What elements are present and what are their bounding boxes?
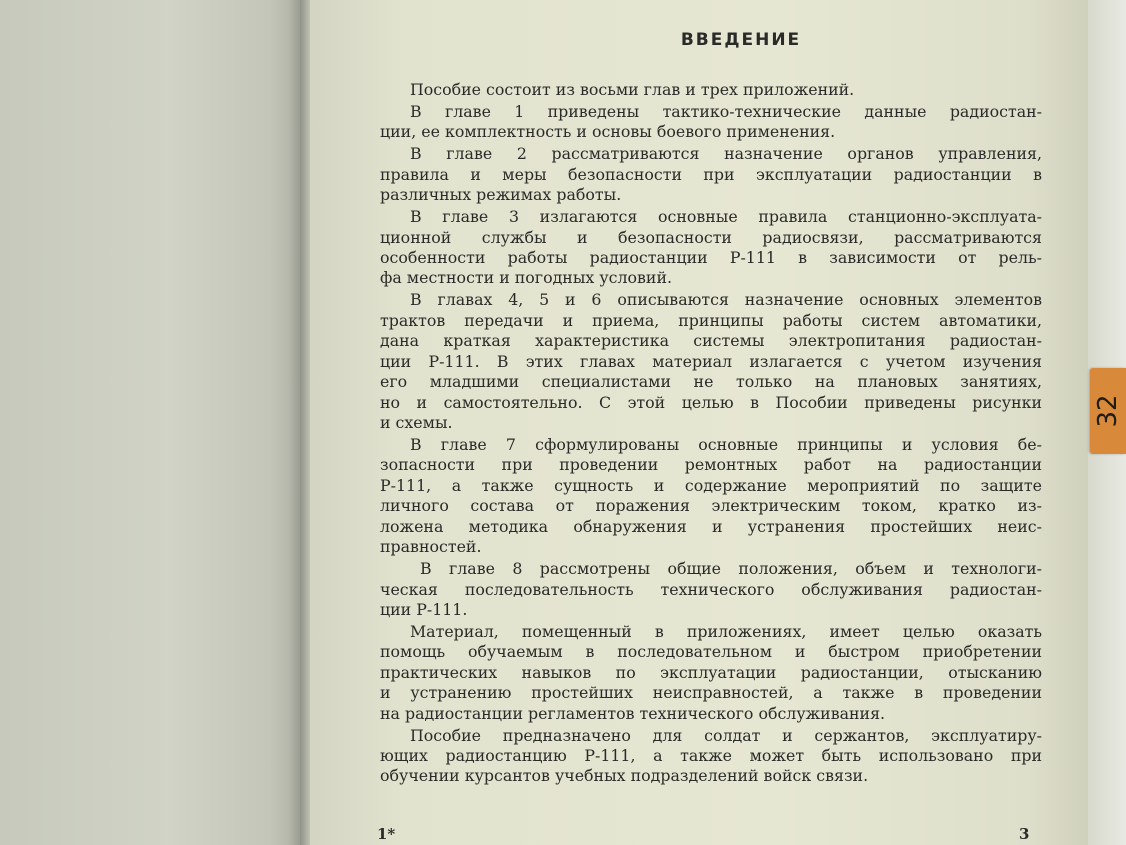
text-line: помощь обучаемым в последовательном и быстром приобретении (380, 642, 1042, 662)
page-content (380, 30, 1042, 788)
text-line: фа местности и погодных условий. (380, 268, 672, 288)
text-line: ческая последовательность технического обслуживания радиостан- (380, 579, 1042, 599)
text-line: В главах 4, 5 и 6 описываются назначение основных элементов (410, 290, 1042, 310)
paragraph-appendices (380, 622, 1042, 724)
text-line: Р-111, а также сущность и содержание мероприятий по защите (380, 475, 1042, 495)
text-line: обучении курсантов учебных подразделений войск связи. (380, 766, 869, 786)
text-line: В главе 2 рассматриваются назначение органов управления, (410, 144, 1042, 164)
paragraph-intro (380, 80, 1042, 100)
text-line: его младшими специалистами не только на плановых занятиях, (380, 372, 1042, 392)
text-line: ложена методика обнаружения и устранения простейших неис- (380, 516, 1042, 536)
text-line: Материал, помещенный в приложениях, имеет целью оказать (410, 621, 1042, 641)
text-line: В главе 8 рассмотрены общие положения, объем и технологи- (420, 559, 1042, 579)
left-page (0, 0, 306, 845)
text-line: различных режимах работы. (380, 185, 622, 205)
paragraph-chapter-8 (380, 559, 1042, 620)
text-line: ции Р-111. В этих главах материал излагается с учетом изучения (380, 351, 1042, 371)
text-line: на радиостанции регламентов технического обслуживания. (380, 703, 886, 723)
text-line: дана краткая характеристика системы электропитания радиостан- (380, 331, 1042, 351)
paragraph-chapter-1 (380, 102, 1042, 143)
text-line: Пособие предназначено для солдат и сержантов, эксплуатиру- (410, 725, 1042, 745)
paragraph-chapter-7 (380, 435, 1042, 558)
page-number: 3 (1019, 825, 1030, 843)
text-line: но и самостоятельно. С этой целью в Пособии приведены рисунки (380, 392, 1042, 412)
paragraph-chapter-2 (380, 144, 1042, 205)
text-line: особенности работы радиостанции Р-111 в зависимости от рель- (380, 248, 1042, 267)
page-tab-marker (1090, 368, 1126, 454)
text-line: правила и меры безопасности при эксплуатации радиостанции в (380, 164, 1042, 184)
text-line: и схемы. (380, 413, 453, 432)
text-line: ции, ее комплектность и основы боевого применения. (380, 122, 836, 142)
text-line: В главе 3 излагаются основные правила станционно-эксплуата- (410, 207, 1042, 227)
text-line: В главе 7 сформулированы основные принципы и условия бе- (410, 434, 1042, 454)
paragraph-chapter-3 (380, 207, 1042, 289)
text-line: зопасности при проведении ремонтных работ на радиостанции (380, 455, 1042, 475)
paragraph-chapters-4-6 (380, 290, 1042, 433)
text-line: В главе 1 приведены тактико-технические данные радиостан- (410, 101, 1042, 121)
text-line: ющих радиостанцию Р-111, а также может быть использовано при (380, 746, 1042, 765)
text-line: Пособие состоит из восьми глав и трех приложений. (410, 80, 855, 99)
text-line: и устранению простейших неисправностей, а также в проведении (380, 683, 1042, 703)
text-line: ции Р-111. (380, 599, 468, 619)
text-line: ционной службы и безопасности радиосвязи, рассматриваются (380, 227, 1042, 247)
signature-mark: 1* (377, 825, 396, 843)
text-line: правностей. (380, 537, 482, 557)
paragraph-audience (380, 726, 1042, 787)
page-title: ВВЕДЕНИЕ (680, 30, 802, 50)
text-line: практических навыков по эксплуатации радиостанции, отысканию (380, 662, 1042, 682)
tab-label: 32 (1093, 394, 1123, 428)
text-line: трактов передачи и приема, принципы работы систем автоматики, (380, 310, 1042, 330)
text-line: личного состава от поражения электрическим током, кратко из- (380, 496, 1042, 516)
